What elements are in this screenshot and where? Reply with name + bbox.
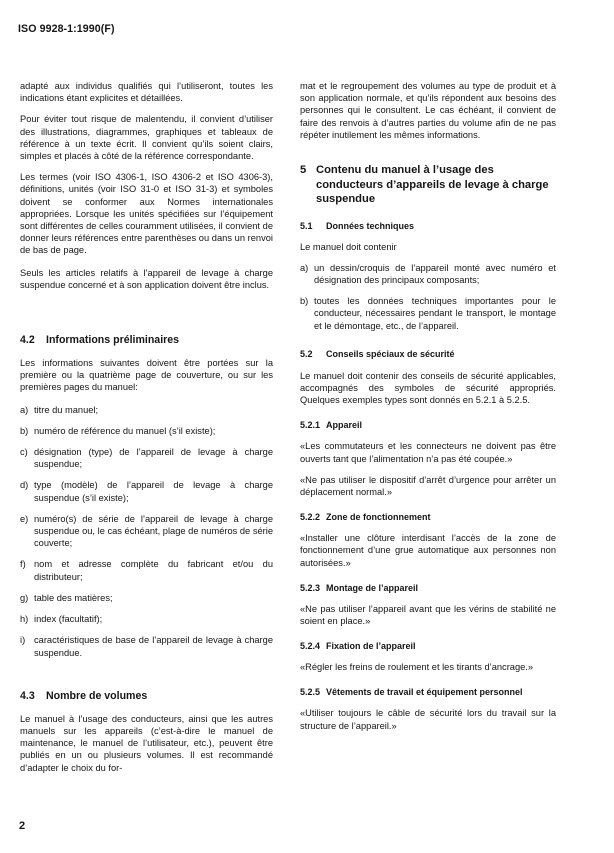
list-marker: c) — [20, 447, 28, 458]
list-text: un dessin/croquis de l’appareil monté avec numéro et désignation des principaux composants; — [314, 262, 556, 285]
section-number: 5.2.4 — [300, 641, 321, 652]
list-marker: i) — [20, 635, 26, 646]
list-item — [300, 295, 556, 332]
paragraph: Seuls les articles relatifs à l’appareil de levage à charge suspendue concerné et à son application doivent être inclus. — [20, 267, 273, 290]
section-heading-5-2-2 — [300, 511, 556, 523]
section-title: Nombre de volumes — [46, 689, 148, 702]
quote: «Ne pas utiliser l’appareil avant que les vérins de stabilité ne soient en place.» — [300, 603, 556, 626]
section-title: Fixation de l’appareil — [326, 641, 416, 652]
section-heading-5-1 — [300, 220, 556, 232]
section-text: Le manuel à l’usage des conducteurs, ainsi que les autres manuels sur les appareils (c’est-à-dire le manuel de maintenance, le manuel de l’utilisateur, etc.), peuvent être publiés en un ou plusieurs volumes. Il est recommandé d’adapter le choix du for- — [20, 713, 273, 773]
left-column — [20, 80, 273, 774]
list-text: type (modèle) de l’appareil de levage à charge suspendue (s’il existe); — [34, 480, 273, 503]
list-item — [20, 404, 273, 416]
section-intro: Le manuel doit contenir — [300, 241, 397, 252]
section-heading-5-2-4 — [300, 640, 556, 652]
list-text: titre du manuel; — [34, 404, 99, 415]
section-heading-5 — [300, 163, 556, 207]
section-title: Zone de fonctionnement — [326, 512, 431, 523]
section-heading-5-2-3 — [300, 582, 556, 594]
section-heading-5-2-1 — [300, 419, 556, 431]
paragraph: Pour éviter tout risque de malentendu, il convient d’utiliser des illustrations, diagrammes, graphiques et tableaux de référence à un texte écrit. Il convient qu’ils soient clairs, simples et placés à côté de la référence correspondante. — [20, 114, 273, 162]
section-title: Conseils spéciaux de sécurité — [326, 348, 455, 359]
list-text: nom et adresse complète du fabricant et/ou du distributeur; — [34, 559, 273, 582]
list-text: numéro(s) de série de l’appareil de levage à charge suspendue ou, le cas échéant, plage de numéros de série couverte; — [34, 513, 273, 549]
section-number: 5.2 — [300, 348, 313, 359]
document-header: ISO 9928-1:1990(F) — [18, 23, 115, 35]
list-item — [20, 558, 273, 582]
list-item — [20, 613, 273, 625]
list-marker: g) — [20, 592, 29, 603]
section-number: 5 — [300, 164, 307, 177]
paragraph: Les termes (voir ISO 4306-1, ISO 4306-2 et ISO 4306-3), définitions, unités (voir ISO 31-0 et ISO 31-3) et symboles doivent se conformer aux Normes internationales appropriées. Lorsque les unités spécifiées sur l’équipement sont différentes de celles couramment utilisées, il convient de donner leurs références entre parenthèses ou dans un renvoi de bas de page. — [20, 172, 273, 256]
list-marker: d) — [20, 480, 29, 491]
section-heading-5-2-5 — [300, 686, 556, 698]
quote: «Utiliser toujours le câble de sécurité lors du travail sur la structure de l’appareil.» — [300, 708, 556, 731]
list-item — [20, 634, 273, 658]
list-marker: e) — [20, 513, 29, 524]
list-text: numéro de référence du manuel (s’il existe); — [34, 425, 216, 436]
section-number: 5.2.3 — [300, 582, 321, 593]
section-title: Contenu du manuel à l’usage des conducteurs d’appareils de levage à charge suspendue — [316, 164, 549, 206]
section-title: Appareil — [326, 420, 363, 431]
list-marker: f) — [20, 559, 26, 570]
section-number: 5.2.1 — [300, 420, 321, 431]
section-title: Vêtements de travail et équipement personnel — [326, 687, 523, 698]
section-number: 5.2.5 — [300, 687, 321, 698]
list-item — [20, 425, 273, 437]
section-title: Montage de l’appareil — [326, 582, 419, 593]
list-item — [20, 479, 273, 503]
section-heading-4-2 — [20, 334, 273, 346]
list-marker: h) — [20, 614, 29, 625]
right-column — [300, 80, 556, 732]
section-number: 5.1 — [300, 220, 313, 231]
quote: «Les commutateurs et les connecteurs ne doivent pas être ouverts tant que l’alimentation n’a pas été coupée.» — [300, 441, 556, 464]
list-item — [20, 446, 273, 470]
section-number: 4.2 — [20, 334, 35, 347]
list-text: désignation (type) de l’appareil de levage à charge suspendue; — [34, 447, 273, 470]
section-title: Données techniques — [326, 220, 415, 231]
page-number: 2 — [19, 820, 26, 832]
list-text: caractéristiques de base de l’appareil de levage à charge suspendue. — [34, 635, 273, 658]
section-intro: Le manuel doit contenir des conseils de sécurité applicables, accompagnés des symboles de sécurité appropriés. Quelques exemples types sont donnés en 5.2.1 à 5.2.5. — [300, 370, 556, 406]
list-marker: a) — [300, 262, 309, 273]
list-item — [20, 592, 273, 604]
section-title: Informations préliminaires — [46, 334, 180, 347]
list-marker: a) — [20, 404, 29, 415]
quote: «Installer une clôture interdisant l’accès de la zone de fonctionnement d’une grue automatique aux personnes non autorisées.» — [300, 533, 556, 568]
section-intro: Les informations suivantes doivent être portées sur la première ou la quatrième page de couverture, ou sur les premières pages du manuel: — [20, 358, 273, 393]
list-text: table des matières; — [34, 592, 113, 603]
list-text: toutes les données techniques importantes pour le conducteur, nécessaires pendant le transport, le montage et le démontage, etc., de l’appareil. — [314, 296, 556, 331]
quote: «Ne pas utiliser le dispositif d’arrêt d’urgence pour arrêter un déplacement normal.» — [300, 474, 556, 497]
section-heading-4-3 — [20, 690, 273, 702]
quote: «Régler les freins de roulement et les tirants d’ancrage.» — [300, 662, 534, 673]
section-heading-5-2 — [300, 348, 556, 360]
list-marker: b) — [300, 296, 309, 307]
paragraph: adapté aux individus qualifiés qui l’utiliseront, toutes les indications étant explicites et détaillées. — [20, 81, 273, 104]
list-marker: b) — [20, 425, 29, 436]
list-item — [300, 262, 556, 286]
paragraph: mat et le regroupement des volumes au type de produit et à son application normale, et qu’ils répondent aux besoins des personnes qui le consultent. Le cas échéant, il convient de faire des renvois à d’autres parties du volume afin de ne pas répéter inutilement les mêmes informations. — [300, 81, 556, 140]
section-number: 5.2.2 — [300, 512, 321, 523]
list-item — [20, 513, 273, 550]
section-number: 4.3 — [20, 689, 35, 702]
list-text: index (facultatif); — [34, 614, 103, 625]
